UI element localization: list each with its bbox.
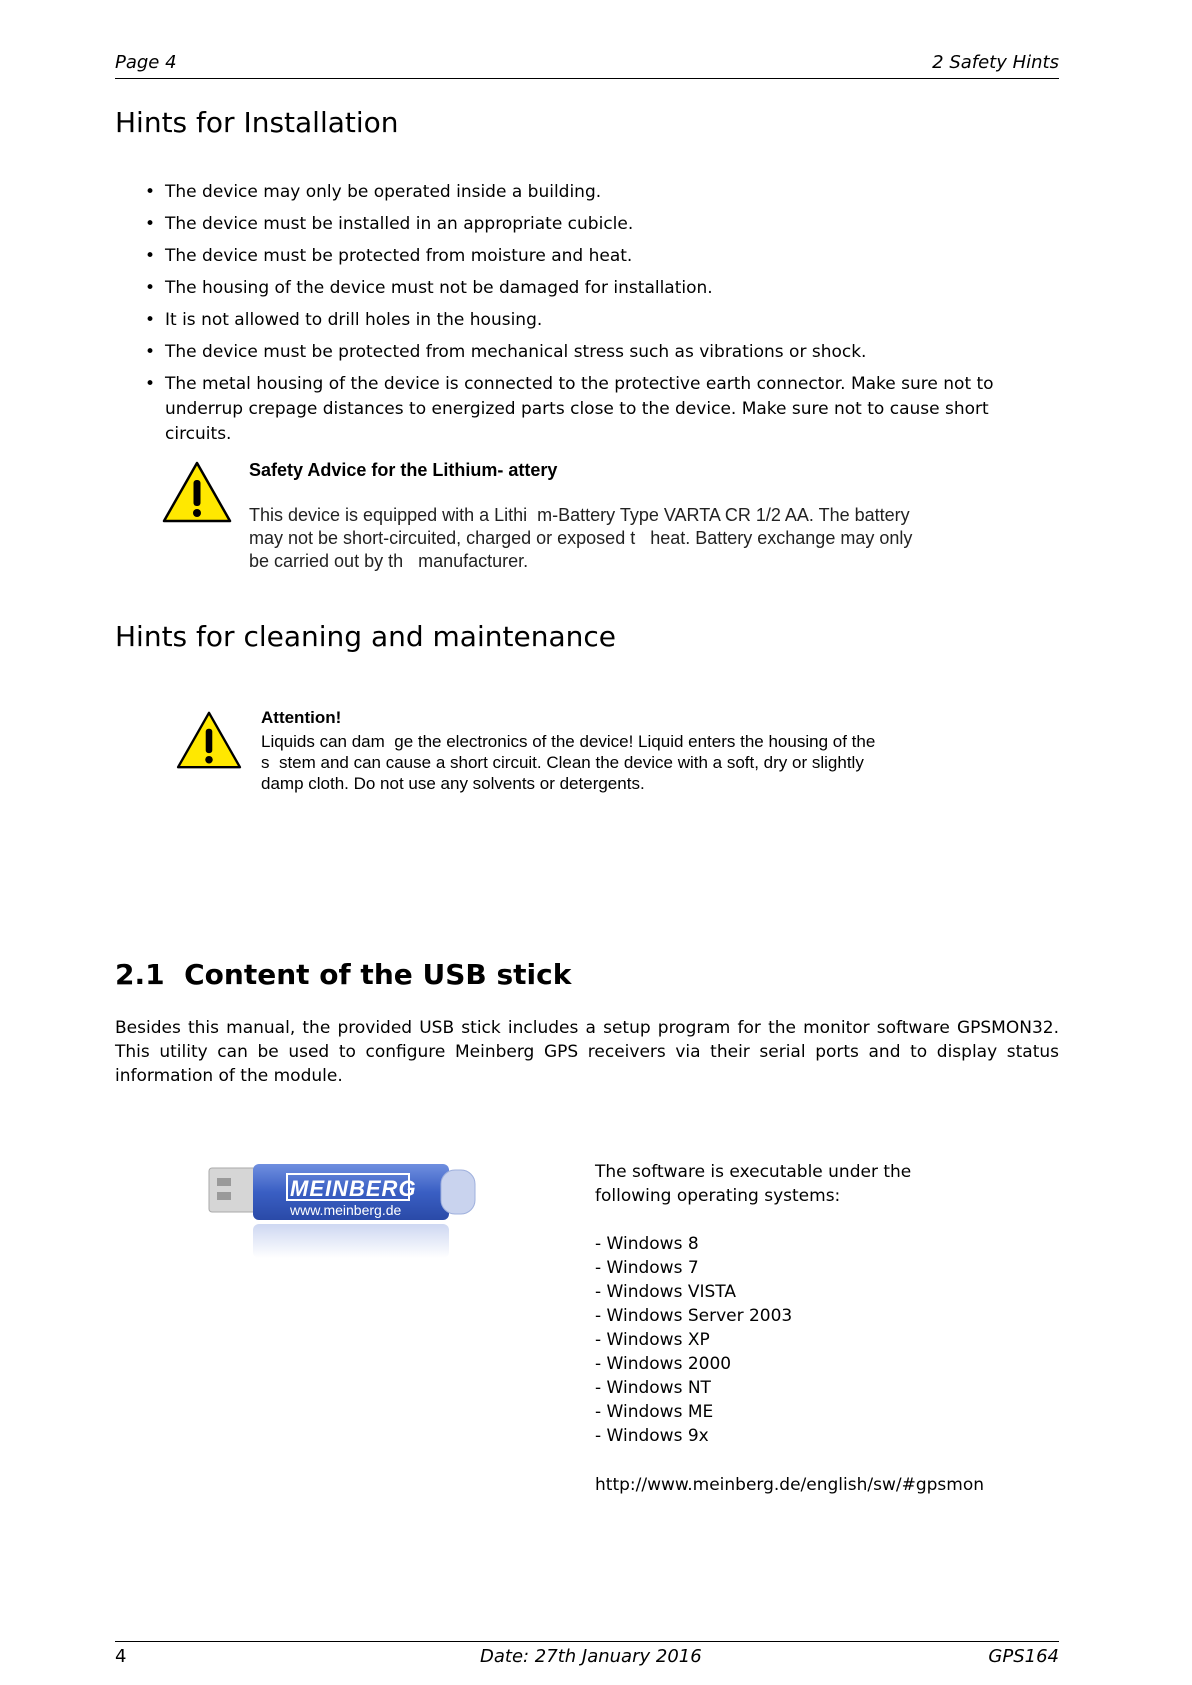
cleaning-heading: Hints for cleaning and maintenance (115, 620, 616, 653)
header-rule (115, 78, 1059, 79)
list-item: • The device must be protected from mechanical stress such as vibrations or shock. (145, 342, 867, 362)
section-title: Content of the USB stick (184, 958, 572, 991)
list-item: - Windows ME (595, 1402, 714, 1422)
attention-text: Liquids can dam ge the electronics of the device! Liquid enters the housing of the s stem and can cause a short circuit. Clean the device with a soft, dry or slightly damp cloth. Do not use any solvents or detergents. (261, 732, 876, 793)
list-item: - Windows 8 (595, 1234, 699, 1254)
list-item: • The device must be protected from moisture and heat. (145, 246, 633, 266)
list-item: • The device must be installed in an appropriate cubicle. (145, 214, 634, 234)
usb-stick-logo: MEINBERG (290, 1176, 417, 1201)
page-header-left: Page 4 (115, 52, 177, 73)
os-intro: The software is executable under the following operating systems: (595, 1162, 912, 1206)
list-item: • The device may only be operated inside a building. (145, 182, 602, 202)
list-item: • The metal housing of the device is connected to the protective earth connector. Make sure not to underrup crepage distances to energized parts close to the device. Make sure not to cause short circuits. (145, 374, 994, 444)
installation-bullet-list (145, 180, 1060, 454)
footer-product: GPS164 (988, 1646, 1059, 1667)
os-list (595, 1232, 792, 1448)
warning-triangle-icon (161, 460, 233, 524)
page-header-right: 2 Safety Hints (932, 52, 1059, 73)
section-number: 2.1 (115, 958, 165, 991)
list-item: - Windows 7 (595, 1258, 699, 1278)
list-item: - Windows VISTA (595, 1282, 736, 1302)
list-item: - Windows 9x (595, 1426, 709, 1446)
list-item: - Windows 2000 (595, 1354, 732, 1374)
footer-page-number: 4 (115, 1646, 127, 1667)
list-item: - Windows Server 2003 (595, 1306, 793, 1326)
list-item: - Windows XP (595, 1330, 710, 1350)
warning-triangle-icon (175, 710, 243, 770)
battery-advice-title: Safety Advice for the Lithium- attery (249, 460, 558, 480)
list-item: • It is not allowed to drill holes in the housing. (145, 310, 543, 330)
gpsmon-link[interactable]: http://www.meinberg.de/english/sw/#gpsmon (595, 1475, 984, 1495)
installation-heading: Hints for Installation (115, 106, 399, 139)
list-item: • The housing of the device must not be damaged for installation. (145, 278, 713, 298)
section-heading (115, 958, 571, 991)
footer-date: Date: 27th January 2016 (480, 1646, 702, 1667)
usb-paragraph: Besides this manual, the provided USB stick includes a setup program for the monitor software GPSMON32. This utility can be used to configure Meinberg GPS receivers via their serial ports and to display status information of the module. (115, 1018, 1059, 1086)
battery-advice-text: This device is equipped with a Lithi m-Battery Type VARTA CR 1/2 AA. The battery may not be short-circuited, charged or exposed t heat. Battery exchange may only be carried out by th manufacturer. (249, 505, 913, 571)
footer-rule (115, 1641, 1059, 1642)
usb-stick-url: www.meinberg.de (290, 1202, 402, 1218)
attention-title: Attention! (261, 708, 342, 727)
list-item: - Windows NT (595, 1378, 711, 1398)
